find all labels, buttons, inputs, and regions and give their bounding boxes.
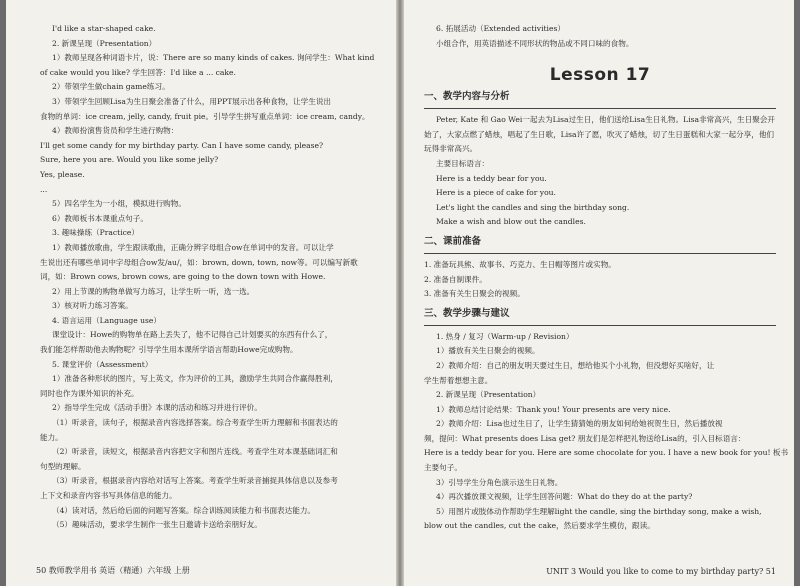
text-line: 2）带领学生做chain game练习。 bbox=[52, 82, 170, 92]
left-page-text bbox=[40, 22, 380, 533]
list-item: 2. 准备自制课件。 bbox=[424, 274, 487, 284]
text-line: 生说出还有哪些单词中字母组合ow发/au/，如：brown, down, town, now等。可以编写新歌 bbox=[40, 257, 358, 267]
text-line: 1）教师播放歌曲，学生跟读歌曲，正确分辨字母组合ow在单词中的发音。可以让学 bbox=[52, 242, 334, 252]
text-line: 我们能怎样帮助他去购物呢？引导学生用本课所学语言帮助Howe完成购物。 bbox=[40, 345, 298, 355]
text-line: 学生帮着想想主意。 bbox=[424, 375, 493, 385]
text-line: （1）听录音，读句子，根据录音内容选择答案。综合考查学生听力理解和书面表达的 bbox=[52, 418, 338, 428]
text-line: 5）用图片或肢体动作帮助学生理解light the candle, sing the birthday song, make a wish, bbox=[436, 506, 762, 516]
section-heading: 二、课前准备 bbox=[424, 235, 482, 247]
text-line: of cake would you like? 学生回答：I'd like a ... cake. bbox=[40, 67, 236, 77]
key-sentence: Let's light the candles and sing the birthday song. bbox=[436, 202, 630, 212]
text-line: 词，如：Brown cows, brown cows, are going to the down town with Howe. bbox=[40, 272, 326, 282]
section-rule bbox=[424, 325, 776, 326]
text-line: 上下文和录音内容书写具体信息的能力。 bbox=[40, 491, 177, 500]
text-line: I'd like a star-shaped cake. bbox=[52, 24, 156, 33]
text-line: 5. 课堂评价（Assessment） bbox=[52, 359, 153, 369]
text-line: 小组合作，用英语描述不同形状的物品或不同口味的食物。 bbox=[436, 38, 634, 48]
right-page bbox=[404, 0, 794, 586]
text-line: 3）核对听力练习答案。 bbox=[52, 301, 133, 311]
text-line: 4）再次播放课文视频，让学生回答问题：What do they do at the party? bbox=[436, 492, 693, 502]
text-line: （2）听录音，读短文，根据录音内容把文字和图片连线。考查学生对本课基础词汇和 bbox=[52, 447, 338, 457]
text-line: 1）播放有关生日聚会的视频。 bbox=[436, 346, 540, 356]
text-line: 2）用上节课的购物单做写力练习，让学生听一听，选一选。 bbox=[52, 286, 255, 296]
text-line: 3. 趣味操练（Practice） bbox=[52, 228, 139, 238]
text-line: 句型的理解。 bbox=[40, 461, 86, 471]
section-rule bbox=[424, 253, 776, 254]
text-line: Here is a teddy bear for you. Here are some chocolate for you. I have a new book for you! 板书 bbox=[424, 448, 789, 458]
text-line: I'll get some candy for my birthday party. Can I have some candy, please? bbox=[40, 140, 324, 150]
text-line: 2）教师介绍：自己的朋友明天要过生日，想给他买个小礼物，但没想好买啥好，让 bbox=[436, 360, 715, 370]
text-line: Sure, here you are. Would you like some jelly? bbox=[40, 155, 219, 165]
text-line: 能力。 bbox=[40, 432, 63, 442]
text-line: 4. 语言运用（Language use） bbox=[52, 315, 162, 325]
text-line: ... bbox=[40, 184, 48, 194]
section-heading: 三、教学步骤与建议 bbox=[424, 307, 510, 319]
text-line: 3）带领学生回顾Lisa为生日聚会准备了什么，用PPT展示出各种食物，让学生说出 bbox=[52, 96, 332, 106]
text-line: 同时也作为课外知识的补充。 bbox=[40, 388, 139, 398]
lesson-title: Lesson 17 bbox=[549, 65, 651, 86]
text-line: 2）指导学生完成《活动手册》本课的活动和练习并进行评价。 bbox=[52, 403, 262, 413]
section-rule bbox=[424, 108, 776, 109]
book-gutter bbox=[396, 0, 404, 586]
text-line: Yes, please. bbox=[40, 169, 85, 179]
text-line: 3）引导学生分角色演示送生日礼物。 bbox=[436, 477, 563, 487]
left-page-footer: 50 教师教学用书 英语（精通）六年级 上册 bbox=[36, 566, 190, 575]
text-line: 2. 新课呈现（Presentation） bbox=[52, 38, 157, 48]
text-line: 2. 新课呈现（Presentation） bbox=[436, 390, 541, 400]
text-line: 课堂设计：Howe的购物单在路上丢失了，他不记得自己计划要买的东西有什么了， bbox=[52, 330, 333, 340]
list-item: 3. 准备有关生日聚会的视频。 bbox=[424, 289, 525, 299]
right-page-footer: UNIT 3 Would you like to come to my birthday party? 51 bbox=[546, 567, 776, 576]
text-line: 6. 拓展活动（Extended activities） bbox=[436, 24, 565, 33]
text-line: 主要句子。 bbox=[424, 463, 462, 473]
text-line: 食物的单词：ice cream, jelly, candy, fruit pie。引导学生拼写重点单词：ice cream, candy。 bbox=[40, 111, 370, 121]
key-sentence: Here is a piece of cake for you. bbox=[436, 188, 556, 198]
text-line: （4）读对话，然后给后面的问题写答案。综合训练阅读能力和书面表达能力。 bbox=[52, 505, 316, 515]
text-line: （3）听录音，根据录音内容给对话写上答案。考查学生听录音捕捉具体信息以及参考 bbox=[52, 476, 338, 486]
paragraph: Peter, Kate 和 Gao Wei一起去为Lisa过生日，他们送给Lisa生日礼物。Lisa非常高兴，生日聚会开始了，大家点燃了蜡烛，唱起了生日歌，Lisa许了愿，吹灭了蜡烛，切了生日蛋糕和大家一起分享，他们玩得非常高兴。 bbox=[424, 115, 775, 154]
section-heading: 一、教学内容与分析 bbox=[424, 91, 510, 103]
text-line: （5）趣味活动，要求学生制作一张生日邀请卡送给亲朋好友。 bbox=[52, 520, 262, 530]
key-sentence: Here is a teddy bear for you. bbox=[436, 173, 547, 183]
text-line: 1）教师总结讨论结果：Thank you! Your presents are very nice. bbox=[436, 404, 671, 414]
text-line: 频，提问：What presents does Lisa get? 朋友们是怎样把礼物送给Lisa的，引入目标语言： bbox=[424, 433, 746, 443]
text-line: blow out the candles, cut the cake，然后要求学生模仿，跟读。 bbox=[424, 521, 655, 531]
text-line: 1）教师呈现各种词语卡片，说：There are so many kinds of cakes. 询问学生：What kind bbox=[52, 53, 375, 63]
text-line: 1）准备各种形状的图片，写上英文，作为评价的工具，激励学生共同合作赢得胜利， bbox=[52, 374, 338, 384]
text-line: 5）四名学生为一小组，模拟进行购物。 bbox=[52, 199, 186, 209]
right-page-text bbox=[424, 22, 789, 534]
text-line: 1. 热身 / 复习（Warm-up / Revision） bbox=[436, 331, 574, 341]
text-line: 2）教师介绍：Lisa也过生日了，让学生猜猜她的朋友如何给她祝贺生日，然后播放视 bbox=[436, 419, 723, 429]
text-line: 主要目标语言： bbox=[436, 158, 490, 168]
key-sentence: Make a wish and blow out the candles. bbox=[436, 217, 586, 227]
left-page bbox=[6, 0, 396, 586]
text-line: 6）教师板书本课重点句子。 bbox=[52, 213, 148, 223]
list-item: 1. 准备玩具熊、故事书、巧克力、生日帽等图片或实物。 bbox=[424, 259, 616, 269]
text-line: 4）教师扮演售货员和学生进行购物： bbox=[52, 126, 179, 136]
